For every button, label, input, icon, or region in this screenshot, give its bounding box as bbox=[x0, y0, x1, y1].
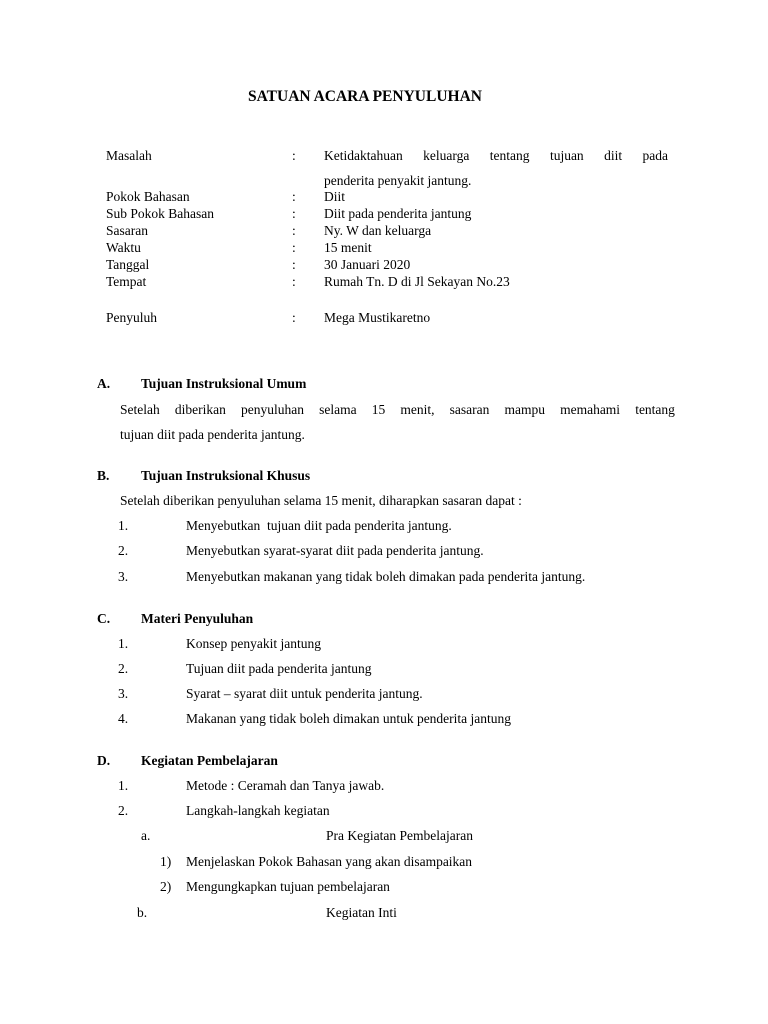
value-pokok-bahasan: Diit bbox=[324, 189, 346, 204]
list-item: Metode : Ceramah dan Tanya jawab. bbox=[186, 778, 385, 793]
colon: : bbox=[292, 240, 296, 255]
list-item: Tujuan diit pada penderita jantung bbox=[186, 661, 372, 676]
sub-list-item: Mengungkapkan tujuan pembelajaran bbox=[186, 879, 390, 894]
list-number: 1. bbox=[118, 518, 129, 533]
colon: : bbox=[292, 148, 296, 163]
list-item: Konsep penyakit jantung bbox=[186, 636, 321, 651]
sub-letter-b: b. bbox=[137, 905, 148, 920]
colon: : bbox=[292, 310, 296, 325]
label-sasaran: Sasaran bbox=[106, 223, 148, 238]
section-heading-a: Tujuan Instruksional Umum bbox=[141, 376, 307, 391]
section-heading-d: Kegiatan Pembelajaran bbox=[141, 753, 278, 768]
section-b-intro: Setelah diberikan penyuluhan selama 15 menit, diharapkan sasaran dapat : bbox=[120, 493, 522, 508]
list-number: 2. bbox=[118, 543, 129, 558]
list-item: Syarat – syarat diit untuk penderita jantung. bbox=[186, 686, 423, 701]
page-title: SATUAN ACARA PENYULUHAN bbox=[248, 88, 482, 105]
sub-title-b: Kegiatan Inti bbox=[326, 905, 397, 920]
value-sasaran: Ny. W dan keluarga bbox=[324, 223, 432, 238]
list-number: 2. bbox=[118, 803, 129, 818]
list-number: 4. bbox=[118, 711, 129, 726]
section-letter-d: D. bbox=[97, 753, 111, 768]
colon: : bbox=[292, 257, 296, 272]
label-tanggal: Tanggal bbox=[106, 257, 150, 272]
section-letter-c: C. bbox=[97, 611, 111, 626]
list-number: 2. bbox=[118, 661, 129, 676]
colon: : bbox=[292, 206, 296, 221]
section-letter-b: B. bbox=[97, 468, 110, 483]
sub-title-a: Pra Kegiatan Pembelajaran bbox=[326, 828, 473, 843]
label-sub-pokok-bahasan: Sub Pokok Bahasan bbox=[106, 206, 214, 221]
list-number: 3. bbox=[118, 686, 129, 701]
section-letter-a: A. bbox=[97, 376, 111, 391]
list-item: Menyebutkan syarat-syarat diit pada penderita jantung. bbox=[186, 543, 484, 558]
sub-list-item: Menjelaskan Pokok Bahasan yang akan disampaikan bbox=[186, 854, 473, 869]
label-pokok-bahasan: Pokok Bahasan bbox=[106, 189, 190, 204]
value-penyuluh: Mega Mustikaretno bbox=[324, 310, 431, 325]
section-heading-c: Materi Penyuluhan bbox=[141, 611, 254, 626]
value-masalah-line2: penderita penyakit jantung. bbox=[324, 173, 472, 188]
list-item: Menyebutkan makanan yang tidak boleh dimakan pada penderita jantung. bbox=[186, 569, 586, 584]
sub-list-number: 1) bbox=[160, 854, 172, 869]
label-penyuluh: Penyuluh bbox=[106, 310, 158, 325]
section-heading-b: Tujuan Instruksional Khusus bbox=[141, 468, 311, 483]
colon: : bbox=[292, 189, 296, 204]
list-item: Menyebutkan tujuan diit pada penderita jantung. bbox=[186, 518, 452, 533]
list-item: Langkah-langkah kegiatan bbox=[186, 803, 330, 818]
label-waktu: Waktu bbox=[106, 240, 141, 255]
colon: : bbox=[292, 223, 296, 238]
list-item: Makanan yang tidak boleh dimakan untuk penderita jantung bbox=[186, 711, 512, 726]
colon: : bbox=[292, 274, 296, 289]
sub-list-number: 2) bbox=[160, 879, 172, 894]
sub-letter-a: a. bbox=[141, 828, 151, 843]
label-masalah: Masalah bbox=[106, 148, 152, 163]
section-a-paragraph-line1: Setelah diberikan penyuluhan selama 15 menit, sasaran mampu memahami tentang bbox=[120, 402, 675, 417]
section-a-paragraph-line2: tujuan diit pada penderita jantung. bbox=[120, 427, 305, 442]
value-tanggal: 30 Januari 2020 bbox=[324, 257, 411, 272]
value-sub-pokok-bahasan: Diit pada penderita jantung bbox=[324, 206, 472, 221]
list-number: 3. bbox=[118, 569, 129, 584]
value-waktu: 15 menit bbox=[324, 240, 372, 255]
value-masalah-line1: Ketidaktahuan keluarga tentang tujuan diit pada bbox=[324, 148, 668, 163]
value-tempat: Rumah Tn. D di Jl Sekayan No.23 bbox=[324, 274, 510, 289]
list-number: 1. bbox=[118, 778, 129, 793]
label-tempat: Tempat bbox=[106, 274, 147, 289]
list-number: 1. bbox=[118, 636, 129, 651]
